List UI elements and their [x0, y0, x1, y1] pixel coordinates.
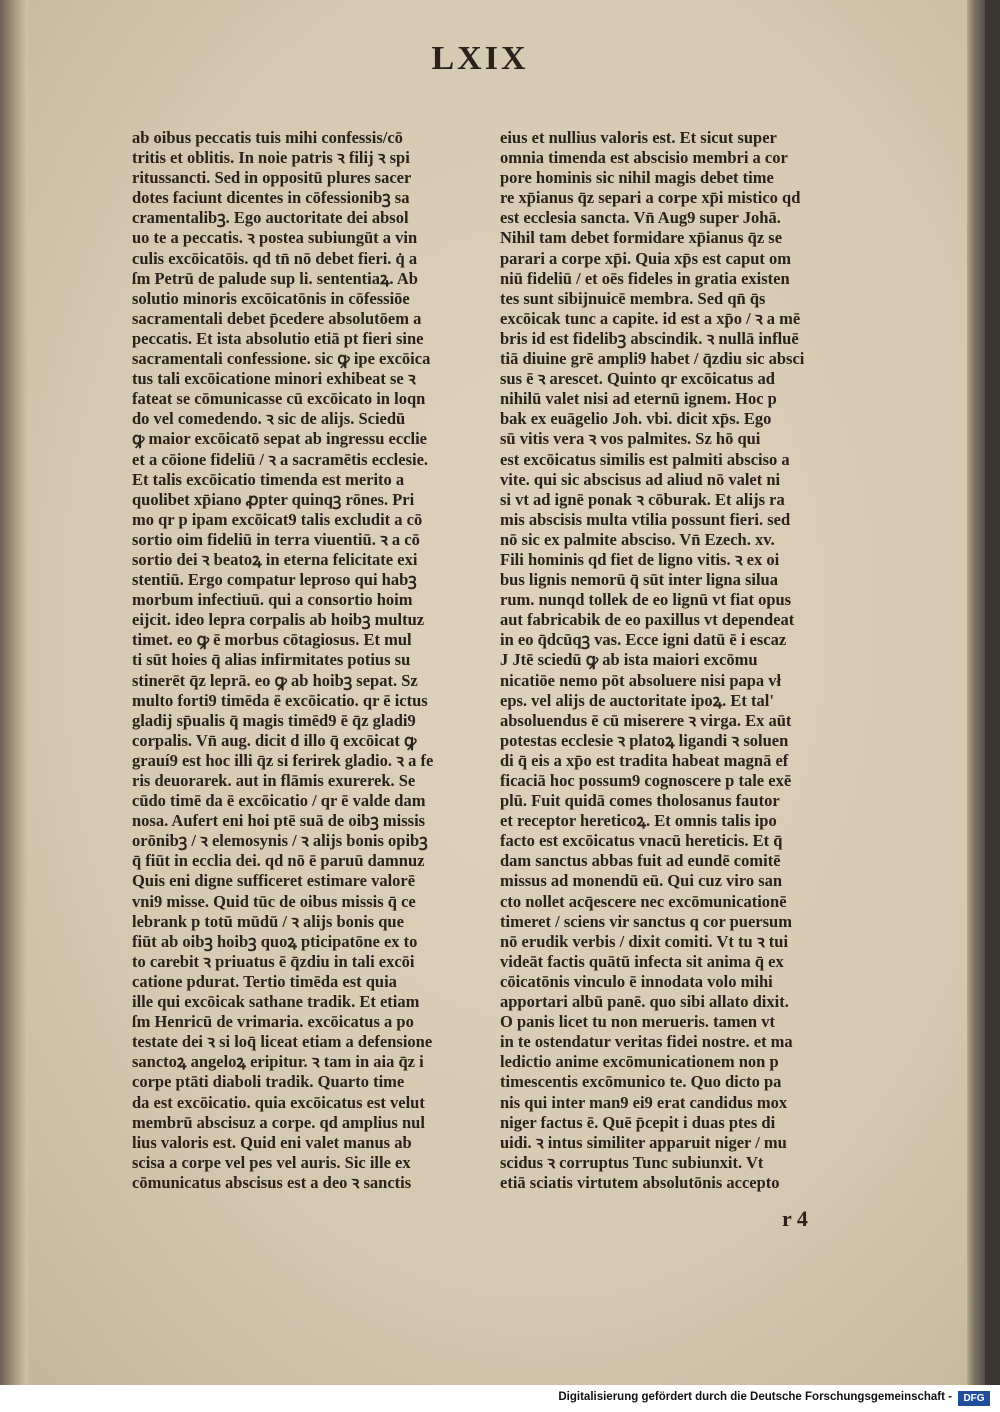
text-line: excōicak tunc a capite. id est a xp̄o / ꝛ a mē — [500, 308, 801, 328]
text-line: tritis et oblitis. In noie patris ꝛ filij ꝛ spi — [132, 148, 410, 168]
text-line: q̄ fiūt in ecclia dei. qd nō ē paruū damnuz — [132, 851, 425, 871]
text-line: sanctoꝝ angeloꝝ eripitur. ꝛ tam in aia q̄z i — [132, 1052, 424, 1072]
text-line: ſm Henricū de vrimaria. excōicatus a po — [132, 1012, 414, 1032]
text-line: tiā diuine grē ampli9 habet / q̄zdiu sic absci — [500, 349, 805, 369]
book-spine-shadow — [0, 0, 28, 1385]
text-line: lebrank p totū mūdū / ꝛ alijs bonis que — [132, 911, 404, 931]
text-line: in te ostendatur veritas fidei nostre. et ma — [500, 1032, 793, 1052]
text-line: cto nollet acq̄escere nec excōmunicationē — [500, 891, 787, 911]
text-line: gladij sp̄ualis q̄ magis timēd9 ē q̄z gladi9 — [132, 710, 416, 730]
text-line: da est excōicatio. quia excōicatus est velut — [132, 1092, 425, 1112]
text-line: in eo q̄dcūqꝫ vas. Ecce igni datū ē i escaz — [500, 630, 787, 650]
text-line: sortio dei ꝛ beatoꝝ in eterna felicitate exi — [132, 549, 418, 569]
text-line: culis excōicatōis. qd tn̄ nō debet fieri. q̇ a — [132, 248, 418, 268]
text-line: ficaciā hoc possum9 cognoscere p tale exē — [500, 771, 792, 790]
text-line: nō erudik verbis / dixit comiti. Vt tu ꝛ tui — [500, 931, 789, 951]
footer-bar — [0, 1385, 1000, 1412]
text-line: solutio minoris excōicatōnis in cōfessiōe — [132, 288, 410, 308]
text-line: orōnibꝫ / ꝛ elemosynis / ꝛ alijs bonis opibꝫ — [132, 831, 428, 851]
text-line: fateat se cōmunicasse cū excōicato in loqn — [132, 389, 426, 409]
dfg-logo: DFG — [958, 1391, 990, 1406]
text-line: et receptor hereticoꝝ. Et omnis talis ipo — [500, 811, 777, 831]
text-line: tus tali excōicatione minori exhibeat se ꝛ — [132, 369, 416, 389]
text-line: multo forti9 timēda ē excōicatio. qr ē ictus — [132, 690, 428, 710]
text-column-left — [132, 128, 472, 1193]
text-line: aut fabricabik de eo paxillus vt dependeat — [500, 610, 795, 630]
text-line: timescentis excōmunico te. Quo dicto pa — [500, 1072, 782, 1092]
text-line: omnia timenda est abscisio membri a cor — [500, 148, 788, 168]
text-line: nis qui inter man9 ei9 erat candidus mox — [500, 1092, 788, 1112]
text-line: ꝙ maior excōicatō sepat ab ingressu ecclie — [132, 429, 427, 449]
text-line: vite. qui sic abscisus ad aliud nō valet ni — [500, 469, 781, 489]
text-line: eps. vel alijs de auctoritate ipoꝝ. Et tal' — [500, 690, 774, 710]
text-line: peccatis. Et ista absolutio etiā pt fieri sine — [132, 328, 424, 348]
text-line: dotes faciunt dicentes in cōfessionibꝫ sa — [132, 188, 410, 208]
text-line: rum. nunqd tollek de eo lignū vt fiat opus — [500, 590, 792, 610]
text-line: lius valoris est. Quid eni valet manus ab — [132, 1132, 412, 1152]
text-line: absoluendus ē cū miserere ꝛ virga. Ex aūt — [500, 710, 792, 730]
text-line: testate dei ꝛ si loq̄ liceat etiam a defensione — [132, 1032, 433, 1052]
text-line: sū vitis vera ꝛ vos palmites. Sz hō qui — [500, 429, 761, 449]
text-line: mis abscisis multa vtilia possunt fieri. sed — [500, 509, 791, 529]
text-line: O panis licet tu non merueris. tamen vt — [500, 1012, 775, 1032]
text-line: bus lignis nemorū q̄ sūt inter ligna silua — [500, 570, 778, 590]
text-line: Nihil tam debet formidare xp̄ianus q̄z se — [500, 228, 783, 248]
text-line: bak ex euāgelio Joh. vbi. dicit xp̄s. Ego — [500, 409, 772, 429]
folio-number: LXIX — [431, 40, 529, 77]
text-line: uo te a peccatis. ꝛ postea subiungūt a vin — [132, 228, 418, 248]
text-line: tes sunt sibijnuicē membra. Sed qn̄ q̄s — [500, 288, 766, 308]
text-line: sortio oim fideliū in terra viuentiū. ꝛ a cō — [132, 529, 420, 549]
text-line: niger factus ē. Quē p̄cepit i duas ptes di — [500, 1112, 776, 1132]
text-line: bris id est fidelibꝫ abscindik. ꝛ nullā influē — [500, 328, 799, 348]
text-line: ris deuorarek. aut in flāmis exurerek. Se — [132, 771, 416, 790]
funding-credit: Digitalisierung gefördert durch die Deutsche Forschungsgemeinschaft - — [558, 1391, 952, 1403]
text-line: to carebit ꝛ priuatus ē q̄zdiu in tali excōi — [132, 951, 415, 971]
text-line: stinerēt q̄z leprā. eo ꝙ ab hoibꝫ sepat. Sz — [132, 670, 418, 690]
text-line: parari a corpe xp̄i. Quia xp̄s est caput om — [500, 248, 792, 268]
text-line: dam sanctus abbas fuit ad eundē comitē — [500, 851, 781, 871]
text-line: vni9 misse. Quid tūc de oibus missis q̄ ce — [132, 891, 416, 911]
text-line: missus ad monendū eū. Qui cuz viro san — [500, 871, 783, 891]
text-line: sacramentali confessione. sic ꝙ ipe excōica — [132, 349, 431, 369]
text-line: fiūt ab oibꝫ hoibꝫ quoꝝ pticipatōne ex to — [132, 931, 418, 951]
text-line: eijcit. ideo lepra corpalis ab hoibꝫ multuz — [132, 610, 425, 630]
text-line: Et talis excōicatio timenda est merito a — [132, 469, 405, 489]
text-line: ti sūt hoies q̄ alias infirmitates potius su — [132, 650, 411, 670]
text-line: nō sic ex palmite absciso. Vn̄ Ezech. xv. — [500, 529, 775, 549]
text-line: sus ē ꝛ arescet. Quinto qr excōicatus ad — [500, 369, 775, 389]
text-line: corpe ptāti diaboli tradik. Quarto time — [132, 1072, 405, 1092]
text-line: uidi. ꝛ intus similiter apparuit niger / mu — [500, 1132, 787, 1152]
text-line: ritussancti. Sed in oppositū plures sacer — [132, 168, 412, 188]
text-line: corpalis. Vn̄ aug. dicit d illo q̄ excōicat ꝙ — [132, 730, 417, 750]
text-line: ſm Petrū de palude sup li. sententiaꝝ. Ab — [132, 268, 418, 288]
text-line: Quis eni digne sufficeret estimare valorē — [132, 871, 416, 891]
text-line: Fili hominis qd fiet de ligno vitis. ꝛ ex oi — [500, 549, 780, 569]
text-line: stentiū. Ergo compatur leproso qui habꝫ — [132, 570, 417, 590]
text-line: nihilū valet nisi ad eternū ignem. Hoc p — [500, 389, 777, 409]
text-line: cūdo timē da ē excōicatio / qr ē valde dam — [132, 791, 426, 811]
text-line: si vt ad ignē ponak ꝛ cōburak. Et alijs ra — [500, 489, 785, 509]
text-line: sacramentali debet p̄cedere absolutōem a — [132, 308, 422, 328]
text-line: cōmunicatus abscisus est a deo ꝛ sanctis — [132, 1172, 412, 1192]
text-line: plū. Fuit quidā comes tholosanus fautor — [500, 791, 780, 811]
text-line: do vel comedendo. ꝛ sic de alijs. Sciedū — [132, 409, 406, 429]
text-line: timeret / sciens vir sanctus q cor puersum — [500, 911, 792, 931]
text-line: membrū abscisuz a corpe. qd amplius nul — [132, 1112, 425, 1132]
text-line: pore hominis sic nihil magis debet time — [500, 168, 774, 188]
text-line: eius et nullius valoris est. Et sicut super — [500, 128, 777, 147]
text-line: re xp̄ianus q̄z separi a corpe xp̄i mistico qd — [500, 188, 801, 208]
text-line: est excōicatus similis est palmiti absciso a — [500, 449, 790, 469]
text-line: cōicatōnis vinculo ē innodata volo mihi — [500, 971, 773, 991]
text-line: catione pdurat. Tertio timēda est quia — [132, 971, 397, 991]
text-line: niū fideliū / et oēs fideles in gratia existen — [500, 268, 790, 288]
text-line: etiā sciatis virtutem absolutōnis accepto — [500, 1172, 780, 1192]
text-line: ille qui excōicak sathane tradik. Et etiam — [132, 992, 420, 1012]
text-line: cramentalibꝫ. Ego auctoritate dei absol — [132, 208, 409, 228]
text-line: timet. eo ꝙ ē morbus cōtagiosus. Et mul — [132, 630, 412, 650]
text-line: videāt factis quātū infecta sit anima q̄ ex — [500, 951, 784, 971]
text-line: potestas ecclesie ꝛ platoꝝ ligandi ꝛ soluen — [500, 730, 789, 750]
text-line: facto est excōicatus vnacū hereticis. Et q̄ — [500, 831, 783, 851]
text-line: scidus ꝛ corruptus Tunc subiunxit. Vt — [500, 1152, 764, 1172]
text-line: quolibet xp̄iano ꝓpter quinqꝫ rōnes. Pri — [132, 489, 415, 509]
text-line: nicatiōe nemo pōt absoluere nisi papa vł — [500, 670, 782, 690]
text-line: nosa. Aufert eni hoi ptē suā de oibꝫ missis — [132, 811, 426, 831]
text-line: ledictio anime excōmunicationem non p — [500, 1052, 779, 1072]
page-edge-shadow — [967, 0, 985, 1385]
text-line: J Jtē sciedū ꝙ ab ista maiori excōmu — [500, 650, 758, 670]
text-column-right — [500, 128, 840, 1193]
text-line: morbum infectiuū. qui a consortio hoim — [132, 590, 413, 610]
text-line: grauí9 est hoc illi q̄z si ferirek gladio. ꝛ a fe — [132, 750, 434, 770]
text-line: et a cōione fideliū / ꝛ a sacramētis ecclesie. — [132, 449, 429, 469]
text-line: mo qr p ipam excōicat9 talis excludit a cō — [132, 509, 423, 529]
text-line: apportari albū panē. quo sibi allato dixit. — [500, 992, 789, 1012]
text-line: ab oibus peccatis tuis mihi confessis/cō — [132, 128, 403, 147]
text-line: di q̄ eis a xp̄o est tradita habeat magnā ef — [500, 750, 789, 770]
text-line: scisa a corpe vel pes vel auris. Sic ille ex — [132, 1152, 411, 1172]
text-line: est ecclesia sancta. Vn̄ Aug9 super Johā. — [500, 208, 781, 228]
signature-mark: r 4 — [782, 1206, 808, 1231]
